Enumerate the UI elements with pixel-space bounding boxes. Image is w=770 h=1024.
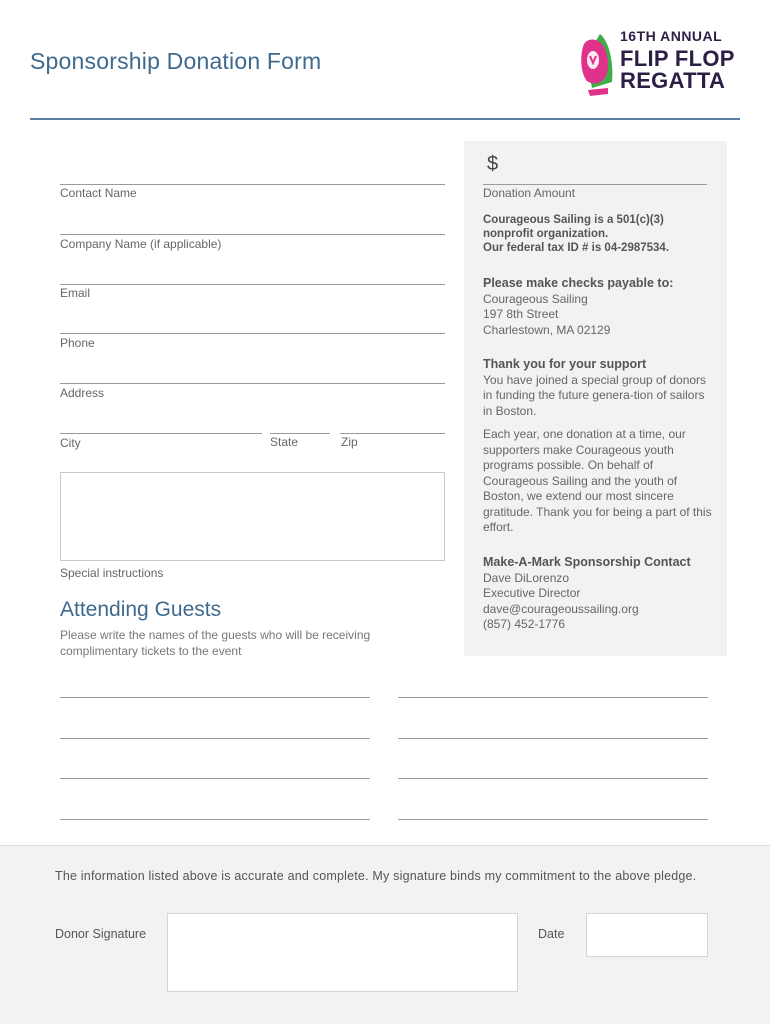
- donor-signature-label: Donor Signature: [55, 927, 147, 941]
- contact-phone: (857) 452-1776: [483, 617, 566, 631]
- nonprofit-statement: [483, 213, 715, 255]
- checks-section: [483, 276, 715, 338]
- state-label: State: [270, 435, 299, 449]
- guest-name-field[interactable]: [398, 738, 708, 739]
- pledge-statement: The information listed above is accurate and complete. My signature binds my commitment to the above pledge.: [55, 869, 697, 883]
- flip-flop-logo-icon: [578, 30, 618, 98]
- logo-line-flip-flop: FLIP FLOP: [620, 46, 735, 71]
- email-label: Email: [60, 286, 91, 300]
- checks-payee: Courageous Sailing: [483, 291, 588, 306]
- thanks-body: You have joined a special group of donors in funding the future genera-tion of sailors in Boston.: [483, 372, 707, 418]
- guest-name-field[interactable]: [60, 738, 370, 739]
- date-label: Date: [538, 927, 565, 941]
- city-label: City: [60, 436, 81, 450]
- date-field[interactable]: [586, 913, 708, 957]
- city-field[interactable]: [60, 433, 262, 434]
- contact-title: Executive Director: [483, 586, 581, 600]
- company-name-field[interactable]: [60, 234, 445, 235]
- zip-field[interactable]: [340, 433, 445, 434]
- guest-name-field[interactable]: [60, 697, 370, 698]
- thanks-section: [483, 357, 715, 419]
- tax-id-line: Our federal tax ID # is 04-2987534.: [483, 242, 670, 254]
- contact-name-field[interactable]: [60, 184, 445, 185]
- company-name-label: Company Name (if applicable): [60, 237, 222, 251]
- guests-heading: Attending Guests: [60, 598, 222, 621]
- checks-city: Charlestown, MA 02129: [483, 322, 611, 337]
- contact-heading: Make-A-Mark Sponsorship Contact: [483, 555, 691, 569]
- guest-name-field[interactable]: [398, 697, 708, 698]
- logo-line-regatta: REGATTA: [620, 68, 726, 93]
- contact-email[interactable]: dave@courageoussailing.org: [483, 601, 639, 616]
- guests-description: Please write the names of the guests who will be receiving complimentary tickets to the event: [60, 628, 371, 658]
- contact-person: Dave DiLorenzo: [483, 570, 570, 585]
- checks-heading: Please make checks payable to:: [483, 276, 674, 290]
- special-instructions-label: Special instructions: [60, 566, 164, 580]
- email-field[interactable]: [60, 284, 445, 285]
- currency-symbol: $: [487, 153, 499, 175]
- phone-field[interactable]: [60, 333, 445, 334]
- state-field[interactable]: [270, 433, 330, 434]
- address-label: Address: [60, 386, 105, 400]
- guest-name-field[interactable]: [60, 778, 370, 779]
- guest-name-field[interactable]: [60, 819, 370, 820]
- sponsorship-contact: [483, 555, 715, 633]
- page-title: Sponsorship Donation Form: [30, 48, 322, 74]
- guest-name-field[interactable]: [398, 778, 708, 779]
- contact-name-label: Contact Name: [60, 186, 137, 200]
- header-divider: [30, 118, 740, 120]
- thanks-heading: Thank you for your support: [483, 357, 647, 371]
- donor-signature-field[interactable]: [167, 913, 518, 992]
- each-year-text: Each year, one donation at a time, our supporters make Courageous youth programs possible. On behalf of Courageous Sailing and the youth of Boston, we extend our most sincere gratitude. Thank you for being a part of this effort.: [483, 427, 712, 534]
- zip-label: Zip: [341, 435, 358, 449]
- regatta-logo: [578, 28, 748, 98]
- guest-name-field[interactable]: [398, 819, 708, 820]
- special-instructions-input[interactable]: [60, 472, 445, 561]
- donation-amount-field[interactable]: [483, 184, 707, 185]
- phone-label: Phone: [60, 336, 95, 350]
- donation-amount-label: Donation Amount: [483, 186, 576, 200]
- nonprofit-line-1: Courageous Sailing is a 501(c)(3) nonprofit organization.: [483, 214, 664, 240]
- address-field[interactable]: [60, 383, 445, 384]
- checks-street: 197 8th Street: [483, 307, 559, 321]
- logo-line-annual: 16TH ANNUAL: [620, 28, 723, 44]
